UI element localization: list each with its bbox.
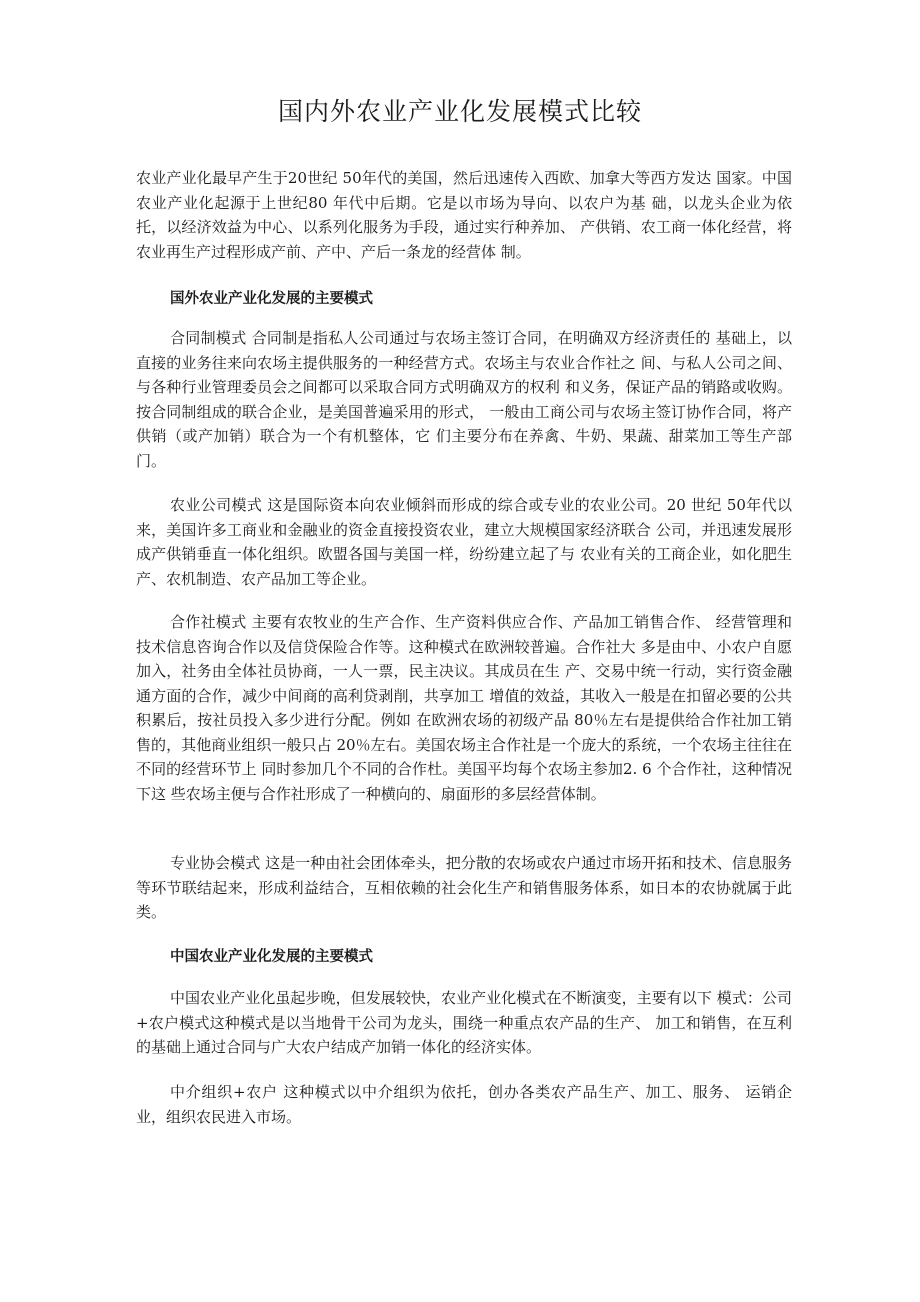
intro-paragraph: 农业产业化最早产生于20世纪 50年代的美国，然后迅速传入西欧、加拿大等西方发达 国家。中国农业产业化起源于上世纪80 年代中后期。它是以市场为导向、以农户为基 础，以龙头企业为依托，以经济效益为中心、以系列化服务为手段，通过实行种养加、 产供销、农工商一体化经营，将农业再生产过程形成产前、产中、产后一条龙的经营体 制。 xyxy=(136,169,792,261)
intermediary-paragraph: 中介组织+农户 这种模式以中介组织为依托，创办各类农产品生产、加工、服务、 运销企业，组织农民进入市场。 xyxy=(136,1083,792,1126)
domestic-section-heading: 中国农业产业化发展的主要模式 xyxy=(170,949,373,965)
company-model-paragraph: 农业公司模式 这是国际资本向农业倾斜而形成的综合或专业的农业公司。20 世纪 50年代以来，美国许多工商业和金融业的资金直接投资农业，建立大规模国家经济联合 公司，并迅速发展形成产供销垂直一体化组织。欧盟各国与美国一样，纷纷建立起了与 农业有关的工商企业，如化肥生产、农机制造、农产品加工等企业。 xyxy=(136,496,792,588)
association-model-paragraph: 专业协会模式 这是一种由社会团体牵头，把分散的农场或农户通过市场开拓和技术、信息服务等环节联结起来，形成利益结合，互相依赖的社会化生产和销售服务体系，如日本的农协就属于此类。 xyxy=(136,854,792,921)
contract-model-paragraph: 合同制模式 合同制是指私人公司通过与农场主签订合同，在明确双方经济责任的 基础上，以直接的业务往来向农场主提供服务的一种经营方式。农场主与农业合作社之 间、与私人公司之间、与各种行业管理委员会之间都可以采取合同方式明确双方的权利 和义务，保证产品的销路或收购。按合同制组成的联合企业，是美国普遍采用的形式， 一般由工商公司与农场主签订协作合同，将产供销（或产加销）联合为一个有机整体，它 们主要分布在养禽、牛奶、果蔬、甜菜加工等生产部门。 xyxy=(136,329,792,470)
cooperative-model-paragraph: 合作社模式 主要有农牧业的生产合作、生产资料供应合作、产品加工销售合作、 经营管理和技术信息咨询合作以及信贷保险合作等。这种模式在欧洲较普遍。合作社大 多是由中、小农户自愿加入，社务由全体社员协商，一人一票，民主决议。其成员在生 产、交易中统一行动，实行资金融通方面的合作，减少中间商的高利贷剥削，共享加工 增值的效益，其收入一般是在扣留必要的公共积累后，按社员投入多少进行分配。例如 在欧洲农场的初级产品 80％左右是提供给合作社加工销售的，其他商业组织一般只占 20％左右。美国农场主合作社是一个庞大的系统，一个农场主往往在不同的经营环节上 同时参加几个不同的合作杜。美国平均每个农场主参加2. 6 个合作社，这种情况下这 些农场主便与合作社形成了一种横向的、扇面形的多层经营体制。 xyxy=(136,613,792,803)
page-title: 国内外农业产业化发展模式比较 xyxy=(277,97,642,126)
foreign-section-heading: 国外农业产业化发展的主要模式 xyxy=(170,291,373,307)
company-farmer-paragraph: 中国农业产业化虽起步晚，但发展较快，农业产业化模式在不断演变，主要有以下 模式：公司+农户模式这种模式是以当地骨干公司为龙头，围绕一种重点农产品的生产、 加工和销售，在互利的基础上通过合同与广大农户结成产加销一体化的经济实体。 xyxy=(136,989,792,1056)
